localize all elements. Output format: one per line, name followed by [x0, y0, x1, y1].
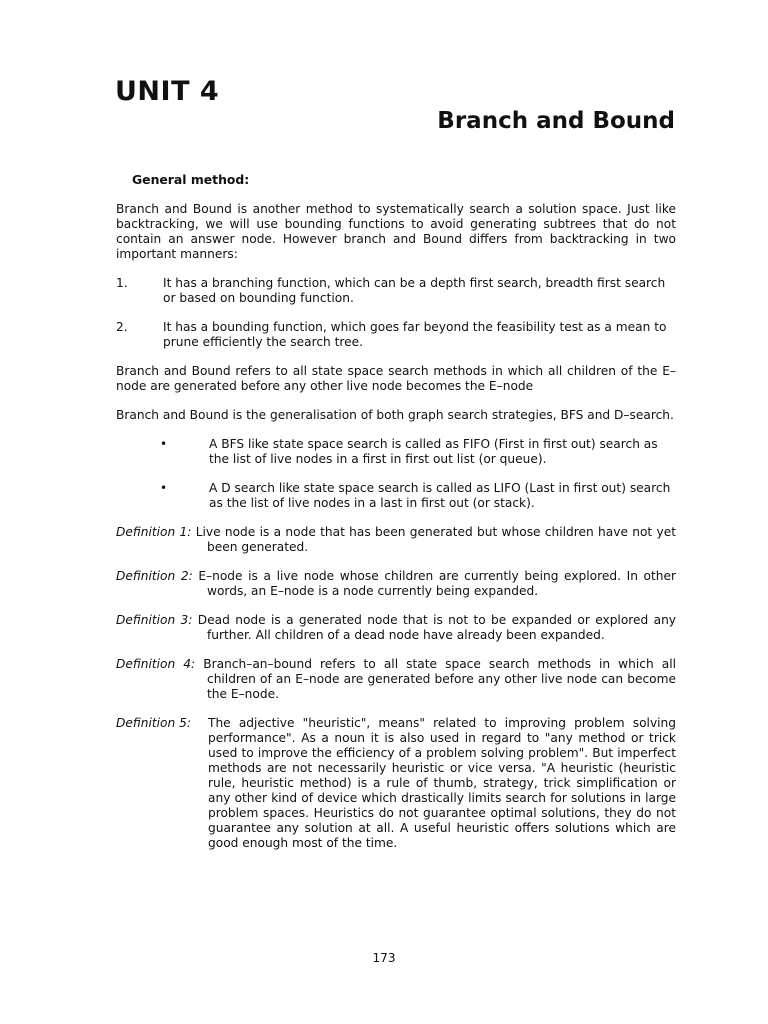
definition-text: The adjective "heuristic", means" related to improving problem solving performance". As a noun it is also used in regard to "any method or trick used to improve the efficiency of a problem solving problem". But imperfect methods are not necessarily heuristic or vice versa. "A heuristic (heuristic rule, heuristic method) is a rule of thumb, strategy, trick simplification or any other kind of device which drastically limits search for solutions in large problem spaces. Heuristics do not guarantee optimal solutions, they do not guarantee any solution at all. A useful heuristic offers solutions which are good enough most of the time.: [208, 716, 676, 850]
definition-text: Dead node is a generated node that is not to be expanded or explored any further. All children of a dead node have already been expanded.: [197, 613, 677, 642]
definition-1: [116, 525, 676, 555]
bullet-icon: •: [160, 437, 168, 451]
item-text: It has a bounding function, which goes far beyond the feasibility test as a mean to prune efficiently the search tree.: [163, 320, 667, 349]
generalisation-paragraph: Branch and Bound is the generalisation of both graph search strategies, BFS and D–search.: [116, 408, 674, 422]
definition-text: E–node is a live node whose children are currently being explored. In other words, an E–node is a node currently being expanded.: [198, 569, 677, 598]
bullet-text: A BFS like state space search is called as FIFO (First in first out) search as the list of live nodes in a first in first out list (or queue).: [209, 437, 658, 466]
page-number: 173: [372, 951, 396, 965]
chapter-title: Branch and Bound: [437, 108, 675, 134]
bullet-item-fifo: [160, 437, 676, 467]
unit-title: UNIT 4: [115, 76, 220, 107]
definition-label: Definition 3:: [116, 613, 193, 627]
item-number: 1.: [116, 276, 128, 290]
definition-text: Live node is a node that has been generated but whose children have not yet been generated.: [195, 525, 677, 554]
numbered-item-1: [116, 276, 676, 306]
section-heading: General method:: [132, 172, 250, 187]
definition-label: Definition 2:: [116, 569, 193, 583]
page-content: [116, 172, 676, 865]
intro-paragraph: Branch and Bound is another method to systematically search a solution space. Just like backtracking, we will use bounding functions to avoid generating subtrees that do not contain an answer node. However branch and Bound differs from backtracking in two important manners:: [116, 202, 676, 261]
definition-2: [116, 569, 676, 599]
bullet-text: A D search like state space search is called as LIFO (Last in first out) search as the list of live nodes in a last in first out (or stack).: [209, 481, 671, 510]
definition-text: Branch–an–bound refers to all state space search methods in which all children of an E–node are generated before any other live node can become the E–node.: [203, 657, 676, 701]
bullet-icon: •: [160, 481, 168, 495]
bullet-item-lifo: [160, 481, 676, 511]
definition-5: [116, 716, 676, 851]
definition-label: Definition 4:: [116, 657, 196, 671]
item-text: It has a branching function, which can be a depth first search, breadth first search or based on bounding function.: [163, 276, 666, 305]
refers-paragraph: Branch and Bound refers to all state space search methods in which all children of the E–node are generated before any other live node becomes the E–node: [116, 364, 676, 393]
definition-label: Definition 5:: [116, 716, 191, 730]
definition-4: [116, 657, 676, 702]
definition-label: Definition 1:: [116, 525, 192, 539]
item-number: 2.: [116, 320, 128, 334]
numbered-item-2: [116, 320, 676, 350]
definition-3: [116, 613, 676, 643]
